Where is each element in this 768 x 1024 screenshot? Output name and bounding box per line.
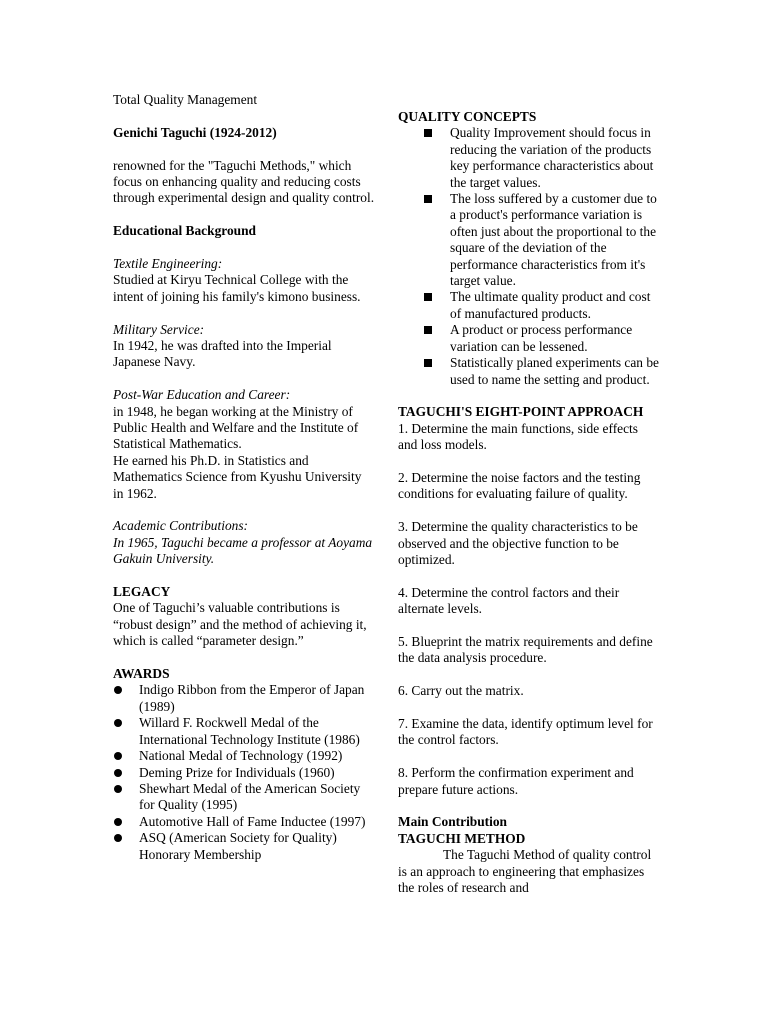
military-text: In 1942, he was drafted into the Imperial Japanese Navy. xyxy=(113,338,332,370)
academic-text: In 1965, Taguchi became a professor at Aoyama Gakuin University. xyxy=(113,534,373,567)
bullet-dot-icon xyxy=(114,769,122,777)
award-text: Automotive Hall of Fame Inductee (1997) xyxy=(139,813,366,829)
award-text: Indigo Ribbon from the Emperor of Japan (1989) xyxy=(139,682,365,714)
approach-step: 5. Blueprint the matrix requirements and define the data analysis procedure. xyxy=(398,633,653,666)
method-text: The Taguchi Method of quality control is an approach to engineering that emphasizes the roles of research and xyxy=(398,847,652,895)
approach-step: 2. Determine the noise factors and the testing conditions for evaluating failure of quality. xyxy=(398,469,641,502)
concept-text: The loss suffered by a customer due to a product's performance variation is often just about the proportional to the square of the deviation of the performance characteristics from it's target value. xyxy=(450,191,657,289)
concept-item xyxy=(398,322,660,355)
bullet-dot-icon xyxy=(114,785,122,793)
award-text: Deming Prize for Individuals (1960) xyxy=(139,764,335,780)
bullet-square-icon xyxy=(424,195,432,203)
award-item xyxy=(113,814,375,830)
document-title: Total Quality Management xyxy=(113,92,258,107)
concepts-heading: QUALITY CONCEPTS xyxy=(398,109,537,124)
award-text: Shewhart Medal of the American Society for Quality (1995) xyxy=(139,780,361,813)
concept-item xyxy=(398,289,660,322)
concept-item xyxy=(398,191,660,289)
concept-text: Quality Improvement should focus in reducing the variation of the products key performance characteristics about the target values. xyxy=(450,125,654,190)
bullet-dot-icon xyxy=(114,686,122,694)
method-heading: TAGUCHI METHOD xyxy=(398,830,526,846)
award-text: National Medal of Technology (1992) xyxy=(139,748,343,764)
legacy-heading: LEGACY xyxy=(113,584,171,600)
education-heading: Educational Background xyxy=(113,223,257,239)
intro-paragraph: renowned for the "Taguchi Methods," which focus on enhancing quality and reducing costs through experimental design and quality control. xyxy=(113,157,375,206)
approach-step: 3. Determine the quality characteristics to be observed and the objective function to be optimized. xyxy=(398,519,638,567)
left-column xyxy=(113,92,375,863)
postwar-text-1: in 1948, he began working at the Ministry of Public Health and Welfare and the Institute of Statistical Mathematics. xyxy=(113,403,359,452)
bullet-square-icon xyxy=(424,359,432,367)
bullet-dot-icon xyxy=(114,752,122,760)
concept-text: The ultimate quality product and cost of manufactured products. xyxy=(450,289,651,321)
approach-step: 8. Perform the confirmation experiment and prepare future actions. xyxy=(398,765,634,797)
right-column xyxy=(398,109,660,896)
approach-step: 4. Determine the control factors and their alternate levels. xyxy=(398,584,620,617)
awards-heading: AWARDS xyxy=(113,666,170,682)
award-item xyxy=(113,781,375,814)
approach-step: 1. Determine the main functions, side effects and loss models. xyxy=(398,420,638,453)
award-text: Willard F. Rockwell Medal of the International Technology Institute (1986) xyxy=(139,715,360,747)
academic-heading: Academic Contributions: xyxy=(113,518,249,534)
concept-text: Statistically planed experiments can be used to name the setting and product. xyxy=(450,355,659,387)
award-text: ASQ (American Society for Quality) Honorary Membership xyxy=(139,830,337,862)
bullet-square-icon xyxy=(424,326,432,334)
military-heading: Military Service: xyxy=(113,321,205,337)
bullet-square-icon xyxy=(424,293,432,301)
textile-text: Studied at Kiryu Technical College with the intent of joining his family's kimono business. xyxy=(113,272,361,304)
bullet-dot-icon xyxy=(114,834,122,842)
award-item xyxy=(113,682,375,715)
concept-item xyxy=(398,355,660,388)
textile-heading: Textile Engineering: xyxy=(113,256,223,271)
concept-text: A product or process performance variation can be lessened. xyxy=(450,322,633,354)
postwar-heading: Post-War Education and Career: xyxy=(113,387,291,403)
award-item xyxy=(113,715,375,748)
approach-heading: TAGUCHI'S EIGHT-POINT APPROACH xyxy=(398,404,644,420)
approach-step: 7. Examine the data, identify optimum level for the control factors. xyxy=(398,715,653,748)
bullet-square-icon xyxy=(424,129,432,137)
approach-step: 6. Carry out the matrix. xyxy=(398,683,524,699)
legacy-text: One of Taguchi’s valuable contributions is “robust design” and the method of achieving it, which is called “parameter design.” xyxy=(113,600,367,649)
main-contribution-heading: Main Contribution xyxy=(398,814,508,830)
concept-item xyxy=(398,125,660,191)
award-item xyxy=(113,830,375,863)
award-item xyxy=(113,765,375,781)
person-heading: Genichi Taguchi (1924-2012) xyxy=(113,124,277,140)
awards-list xyxy=(113,682,375,862)
bullet-dot-icon xyxy=(114,818,122,826)
postwar-text-2: He earned his Ph.D. in Statistics and Mathematics Science from Kyushu University in 1962. xyxy=(113,452,362,501)
bullet-dot-icon xyxy=(114,719,122,727)
concepts-list xyxy=(398,125,660,388)
award-item xyxy=(113,748,375,764)
